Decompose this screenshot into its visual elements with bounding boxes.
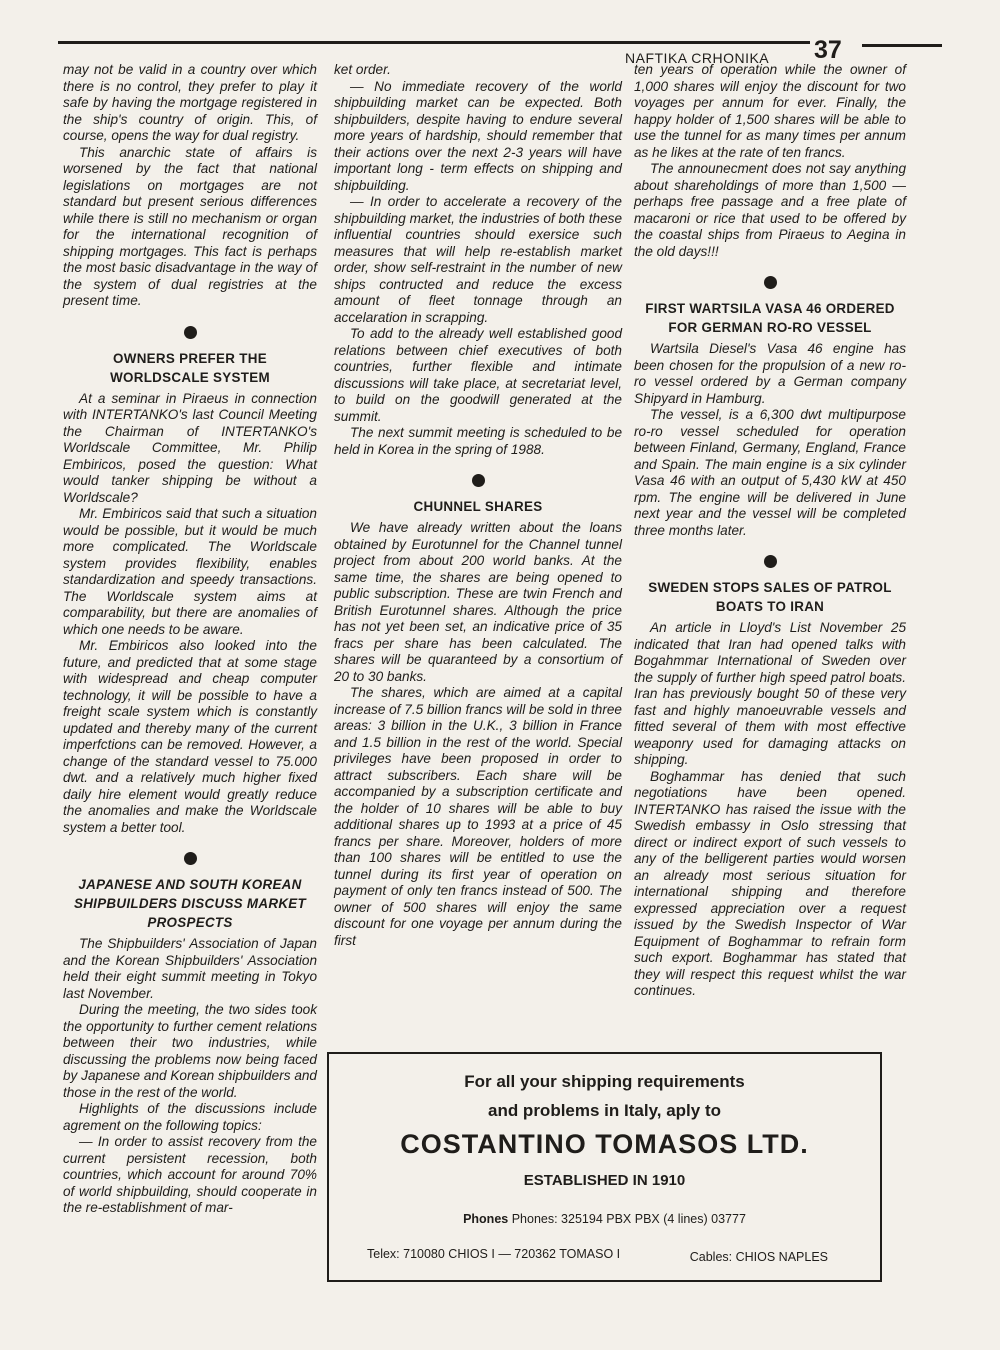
ad-cables: Cables: CHIOS NAPLES: [689, 1250, 828, 1264]
ad-company-name: COSTANTINO TOMASOS LTD.: [400, 1129, 809, 1159]
article-heading: SWEDEN STOPS SALES OF PATROL BOATS TO IRAN: [648, 580, 892, 614]
paragraph: The announecment does not say anything about shareholdings of more than 1,500 — perhaps free passage and a free plate of macaroni or rice that used to be offered by the coastal ships from Piraeus to Aegina in the old days!!!: [634, 161, 906, 259]
paragraph: Mr. Embiricos also looked into the future, and predicted that at some stage with widespread and cheap computer technology, it will be possible to have a freight scale system which is constantly updated and thereby many of the current imperfctions can be removed. However, a change of the standard vessel to 75.000 dwt. and a relatively much higher fixed daily hire element would greatly reduce the anomalies and make the Worldscale system a better tool.: [63, 638, 317, 835]
section-bullet: [764, 276, 777, 289]
paragraph: Mr. Embiricos said that such a situation would be possible, but it would be much more complicated. The Worldscale system provides flexibility, enables standardization and speedy transactions. The Worldscale system aims at comparability, but there are anomalies of which one needs to be aware.: [63, 506, 317, 637]
ad-telex: Telex: 710080 CHIOS I — 720362 TOMASO I: [367, 1247, 621, 1261]
column-2: [334, 62, 622, 949]
paragraph: The vessel, is a 6,300 dwt multipurpose ro-ro vessel scheduled for operation between Finland, Germany, England, France and Spain. The main engine is a six cylinder Vasa 46 with an output of 5,430 kW at 450 rpm. The engine will be delivered in June next year and the vessel will be completed three months later.: [634, 407, 906, 538]
section-bullet: [472, 474, 485, 487]
article-heading: CHUNNEL SHARES: [413, 499, 543, 514]
advertisement-box: [327, 1052, 882, 1282]
article-heading: OWNERS PREFER THE WORLDSCALE SYSTEM: [110, 350, 270, 385]
paragraph: This anarchic state of affairs is worsened by the fact that national legislations on mortgages are not standard but present serious differences while there is still no mechanism or organ for the international recognition of shipping mortgages. This fact is perhaps the most basic disadvantage in the way of the system of dual registries at the present time.: [63, 144, 317, 308]
paragraph: — In order to assist recovery from the current persistent recession, both countries, which account for around 70% of world shipbuilding, should cooperate in the re-establishment of mar-: [63, 1134, 317, 1215]
ad-phones-numbers: Phones: 325194 PBX PBX (4 lines) 03777: [511, 1212, 746, 1226]
paragraph: — In order to accelerate a recovery of the shipbuilding market, the industries of both these influential countries should exersice such measures that will help re-establish market order, show self-restraint in the number of new ships contructed and reduce the excess amount of fleet tonnage through an accelaration in scrapping.: [334, 194, 622, 325]
paragraph: ket order.: [334, 62, 391, 77]
paragraph: Wartsila Diesel's Vasa 46 engine has been chosen for the propulsion of a new ro-ro vessel ordered by a German company Shipyard in Hamburg.: [634, 341, 906, 406]
paragraph: The Shipbuilders' Association of Japan and the Korean Shipbuilders' Association held their eight summit meeting in Tokyo last November.: [63, 936, 317, 1001]
page-number: 37: [814, 36, 842, 64]
ad-phones: [329, 1212, 880, 1226]
paragraph: ten years of operation while the owner of 1,000 shares will enjoy the discount for two voyages per annum for ever. Finally, the happy holder of 1,500 shares will be able to use the tunnel for as many times per annum as he likes at the rate of ten francs.: [634, 62, 906, 160]
ad-line-2: and problems in Italy, aply to: [487, 1101, 721, 1120]
section-bullet: [184, 852, 197, 865]
ad-line-1: For all your shipping requirements: [464, 1072, 745, 1091]
paragraph: Boghammar has denied that such negotiations have been opened. INTERTANKO has raised the issue with the Swedish embassy in Oslo stressing that direct or indirect export of such vessels to any of the belligerent parties would worsen an already most serious situation for international shipping and therefore expressed appreciation over a request issued by the Swedish Inspector of War Equipment of Boghammar to refrain form such export. Boghammar has stated that they will respect this request whilst the war continues.: [634, 768, 906, 998]
paragraph: At a seminar in Piraeus in connection with INTERTANKO's last Council Meeting the Chairman of INTERTANKO's Worldscale Committee, Mr. Philip Embiricos, posed the question: What would tanker shipping be without a Worldscale?: [63, 390, 317, 505]
paragraph: During the meeting, the two sides took the opportunity to further cement relations between their two industries, while discussing the problems now being faced by Japanese and Korean shipbuilders and those in the rest of the world.: [63, 1002, 317, 1100]
paragraph: The next summit meeting is scheduled to be held in Korea in the spring of 1988.: [334, 425, 622, 457]
paragraph: We have already written about the loans obtained by Eurotunnel for the Channel tunnel project from about 200 world banks. At the same time, the shares are being opened to public subscription. These are twin French and British Eurotunnel shares. Although the price has not yet been set, an indicative price of 35 fracs per share has been calculated. The shares will be quaranteed by a consortium of 20 to 30 banks.: [334, 520, 622, 684]
paragraph: To add to the already well established good relations between chief executives of both countries, further flexible and intimate discussions will take place, at secretariat level, to build on the goodwill generated at the summit.: [334, 326, 622, 424]
header-rule: [58, 41, 810, 44]
paragraph: — No immediate recovery of the world shipbuilding market can be expected. Both shipbuilders, despite having to endure several more years of hardship, should remember that their actions over the next 2-3 years will have important long - term effects on shipping and shipbuilding.: [334, 78, 622, 193]
header-rule-right: [862, 44, 942, 47]
article-heading: FIRST WARTSILA VASA 46 ORDERED FOR GERMAN RO-RO VESSEL: [645, 301, 895, 335]
ad-phones-label: Phones: [463, 1212, 509, 1226]
article-heading: JAPANESE AND SOUTH KOREAN SHIPBUILDERS DISCUSS MARKET PROSPECTS: [73, 877, 307, 930]
paragraph: may not be valid in a country over which there is no control, they prefer to play it safe by having the mortgage registered in the ship's country of origin. This, of course, opens the way for dual registry.: [63, 62, 317, 143]
section-bullet: [184, 326, 197, 339]
ad-established: ESTABLISHED IN 1910: [523, 1172, 686, 1189]
column-3: [634, 62, 906, 1000]
paragraph: The shares, which are aimed at a capital increase of 7.5 billion francs will be sold in three areas: 3 billion in the U.K., 3 billion in France and 1.5 billion in the rest of the world. Special privileges have been proposed in order to attract subscribers. Each share will be accompanied by a subscription certificate and the holder of 10 shares will be able to buy additional shares up to 1993 at a price of 45 francs per share. Moreover, holders of more than 100 shares will be entitled to use the tunnel during its first year of operation on payment of only ten francs instead of 500. The owner of 500 shares will enjoy the same discount for one voyage per annum during the first: [334, 685, 622, 948]
section-bullet: [764, 555, 777, 568]
masthead: NAFTIKA CRHONIKA: [625, 50, 770, 66]
paragraph: An article in Lloyd's List November 25 indicated that Iran had opened talks with Bogahmmar International of Sweden over the supply of further high speed patrol boats. Iran has previously bought 50 of these very fast and highly manoeuvrable vessels and fitted several of them with most effective weaponry used for damaging attacks on shipping.: [634, 620, 906, 767]
paragraph: Highlights of the discussions include agrement on the following topics:: [63, 1101, 317, 1133]
column-1: [63, 62, 317, 1217]
